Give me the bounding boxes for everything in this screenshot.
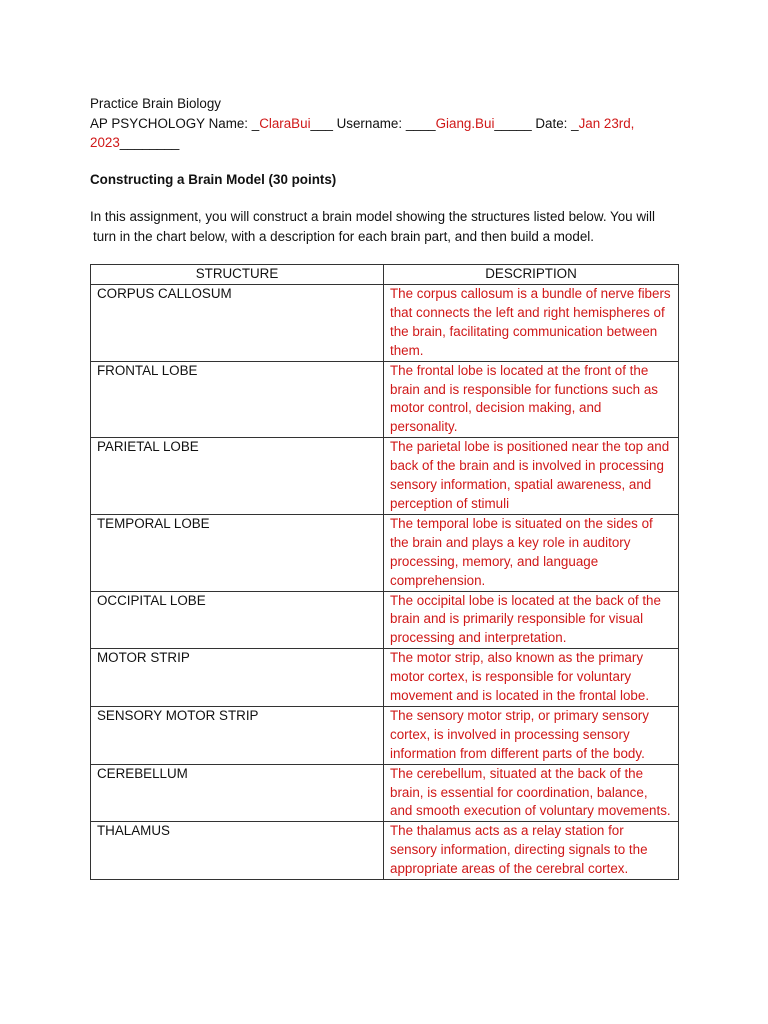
- date-year: 2023: [90, 135, 120, 150]
- brain-structure-table: [90, 264, 679, 880]
- column-header-description: DESCRIPTION: [384, 265, 679, 285]
- structure-cell: THALAMUS: [91, 822, 384, 880]
- structure-cell: PARIETAL LOBE: [91, 438, 384, 515]
- structure-cell: TEMPORAL LOBE: [91, 514, 384, 591]
- structure-cell: MOTOR STRIP: [91, 649, 384, 707]
- course-title: Practice Brain Biology: [90, 96, 221, 111]
- date-trail: ________: [119, 135, 180, 150]
- document-header: [90, 94, 680, 153]
- description-cell[interactable]: The motor strip, also known as the primary motor cortex, is responsible for voluntary movement and is located in the frontal lobe.: [384, 649, 679, 707]
- instructions: [90, 207, 682, 247]
- structure-cell: CORPUS CALLOSUM: [91, 285, 384, 362]
- table-row: [91, 706, 679, 764]
- table-row: [91, 438, 679, 515]
- table-row: [91, 361, 679, 438]
- student-info-line: [90, 114, 680, 134]
- instructions-line-1: In this assignment, you will construct a brain model showing the structures listed below. You will: [90, 209, 655, 224]
- description-cell[interactable]: The sensory motor strip, or primary sensory cortex, is involved in processing sensory information from different parts of the body.: [384, 706, 679, 764]
- date-label: _____ Date: _: [494, 115, 579, 131]
- column-header-structure: STRUCTURE: [91, 265, 384, 285]
- instructions-line-2: turn in the chart below, with a description for each brain part, and then build a model.: [93, 229, 594, 244]
- structure-cell: SENSORY MOTOR STRIP: [91, 706, 384, 764]
- table-header-row: [91, 265, 679, 285]
- username-label: ___ Username: ____: [310, 115, 436, 131]
- description-cell[interactable]: The temporal lobe is situated on the sides of the brain and plays a key role in auditory processing, memory, and language comprehension.: [384, 514, 679, 591]
- table-row: [91, 285, 679, 362]
- structure-cell: FRONTAL LOBE: [91, 361, 384, 438]
- description-cell[interactable]: The corpus callosum is a bundle of nerve fibers that connects the left and right hemispheres of the brain, facilitating communication between them.: [384, 285, 679, 362]
- table-row: [91, 822, 679, 880]
- description-cell[interactable]: The thalamus acts as a relay station for sensory information, directing signals to the appropriate areas of the cerebral cortex.: [384, 822, 679, 880]
- name-value: ClaraBui: [259, 115, 311, 131]
- structure-cell: CEREBELLUM: [91, 764, 384, 822]
- table-row: [91, 514, 679, 591]
- structure-cell: OCCIPITAL LOBE: [91, 591, 384, 649]
- description-cell[interactable]: The parietal lobe is positioned near the top and back of the brain and is involved in processing sensory information, spatial awareness, and perception of stimuli: [384, 438, 679, 515]
- description-cell[interactable]: The frontal lobe is located at the front of the brain and is responsible for functions such as motor control, decision making, and personality.: [384, 361, 679, 438]
- table-row: [91, 764, 679, 822]
- date-value: Jan 23rd,: [578, 115, 635, 131]
- name-label: AP PSYCHOLOGY Name: _: [90, 115, 260, 131]
- assignment-title: Constructing a Brain Model (30 points): [90, 172, 337, 187]
- date-continuation: [90, 133, 680, 153]
- description-cell[interactable]: The cerebellum, situated at the back of the brain, is essential for coordination, balance, and smooth execution of voluntary movements.: [384, 764, 679, 822]
- table-row: [91, 649, 679, 707]
- username-value: Giang.Bui: [435, 115, 495, 131]
- description-cell[interactable]: The occipital lobe is located at the back of the brain and is primarily responsible for visual processing and interpretation.: [384, 591, 679, 649]
- table-row: [91, 591, 679, 649]
